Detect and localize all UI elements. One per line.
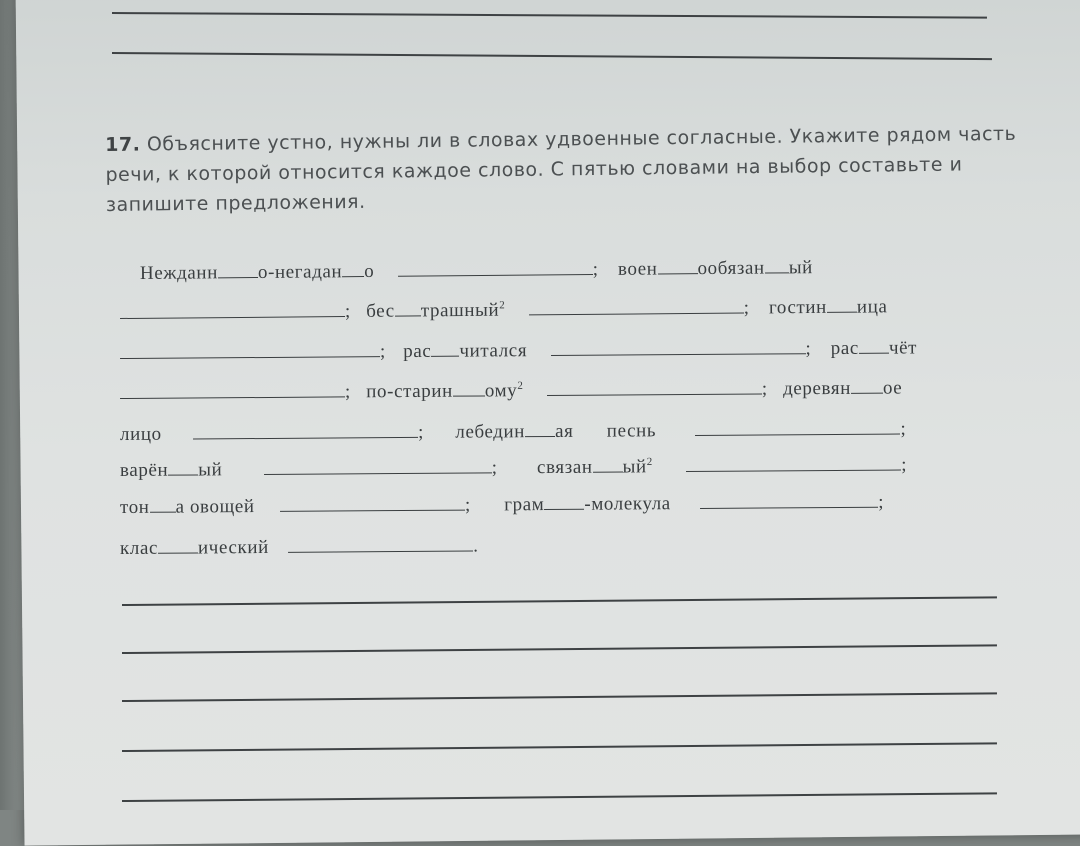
separator: ;	[464, 494, 471, 516]
answer-blank[interactable]	[398, 258, 593, 277]
word-part: лицо	[119, 423, 162, 445]
answer-blank[interactable]	[550, 337, 805, 356]
word-part: ический	[197, 536, 269, 559]
separator: ;	[491, 457, 498, 479]
separator: ;	[417, 421, 425, 443]
answer-blank[interactable]	[288, 535, 473, 553]
word-part: песнь	[606, 420, 657, 442]
word-part: ый	[622, 456, 647, 478]
letter-blank[interactable]	[544, 493, 584, 510]
letter-blank[interactable]	[525, 420, 555, 437]
separator: ;	[900, 418, 907, 440]
word-part: рас	[830, 337, 859, 360]
answer-blank[interactable]	[264, 456, 492, 475]
footnote-mark: 2	[499, 299, 506, 312]
separator: ;	[379, 341, 386, 363]
letter-blank[interactable]	[218, 261, 258, 278]
separator: .	[473, 535, 479, 557]
word-part: тон	[119, 496, 150, 518]
exercise-line-8	[120, 534, 479, 560]
word-part: деревян	[782, 377, 852, 400]
letter-blank[interactable]	[851, 377, 883, 394]
answer-blank[interactable]	[686, 454, 901, 473]
word-part: -молекула	[584, 493, 671, 515]
answer-blank[interactable]	[529, 297, 744, 316]
footnote-mark: 2	[517, 379, 524, 392]
separator: ;	[592, 258, 599, 281]
answer-blank[interactable]	[120, 380, 345, 399]
letter-blank[interactable]	[168, 458, 198, 475]
word-part: трашный	[420, 299, 500, 322]
letter-blank[interactable]	[827, 296, 857, 313]
answer-blank[interactable]	[193, 421, 418, 440]
word-part: по-старин	[366, 380, 453, 403]
word-part: ому	[484, 380, 518, 402]
letter-blank[interactable]	[593, 455, 623, 472]
word-part: бес	[366, 300, 395, 322]
footnote-mark: 2	[646, 455, 653, 468]
letter-blank[interactable]	[453, 379, 485, 396]
answer-blank[interactable]	[695, 418, 900, 436]
word-part: ица	[856, 296, 888, 318]
word-part: ый	[198, 459, 223, 481]
word-part: связан	[536, 456, 593, 479]
letter-blank[interactable]	[149, 496, 175, 513]
letter-blank[interactable]	[859, 337, 889, 354]
answer-blank[interactable]	[280, 494, 465, 512]
word-part: о	[364, 260, 375, 283]
letter-blank[interactable]	[431, 340, 459, 357]
word-part: ый	[788, 257, 814, 279]
word-part: ое	[882, 377, 903, 399]
separator: ;	[344, 300, 351, 323]
word-part: варён	[119, 459, 169, 481]
task-number: 17.	[105, 133, 141, 156]
answer-blank[interactable]	[547, 378, 762, 397]
word-part: клас	[119, 537, 159, 559]
letter-blank[interactable]	[342, 260, 364, 277]
letter-blank[interactable]	[395, 299, 421, 316]
letter-blank[interactable]	[158, 536, 198, 553]
word-part: читался	[459, 340, 528, 362]
word-part: ая	[554, 420, 574, 442]
word-part: чёт	[888, 337, 918, 359]
word-part: а овощей	[175, 496, 255, 518]
word-part: гостин	[768, 296, 827, 319]
answer-blank[interactable]	[120, 340, 380, 359]
word-part: лебедин	[455, 421, 526, 443]
letter-blank[interactable]	[765, 256, 789, 273]
word-part: рас	[403, 340, 432, 363]
task-statement	[105, 119, 1026, 220]
separator: ;	[878, 491, 885, 513]
separator: ;	[344, 381, 351, 403]
answer-blank[interactable]	[120, 300, 345, 319]
separator: ;	[743, 297, 750, 319]
separator: ;	[805, 338, 812, 360]
separator: ;	[901, 454, 908, 476]
separator: ;	[761, 378, 768, 400]
word-part: воен	[617, 258, 658, 280]
answer-blank[interactable]	[700, 491, 878, 509]
word-part: грам	[504, 494, 545, 516]
word-part: ообязан	[697, 257, 765, 280]
word-part: Нежданн	[139, 262, 219, 284]
word-part: о-негадан	[257, 261, 343, 283]
task-text: Объясните устно, нужны ли в словах удвоенные согласные. Укажите рядом часть речи, к которой относится каждое слово. С пятью словами на выбор составьте и запишите предложения.	[105, 122, 1017, 216]
letter-blank[interactable]	[657, 257, 697, 274]
